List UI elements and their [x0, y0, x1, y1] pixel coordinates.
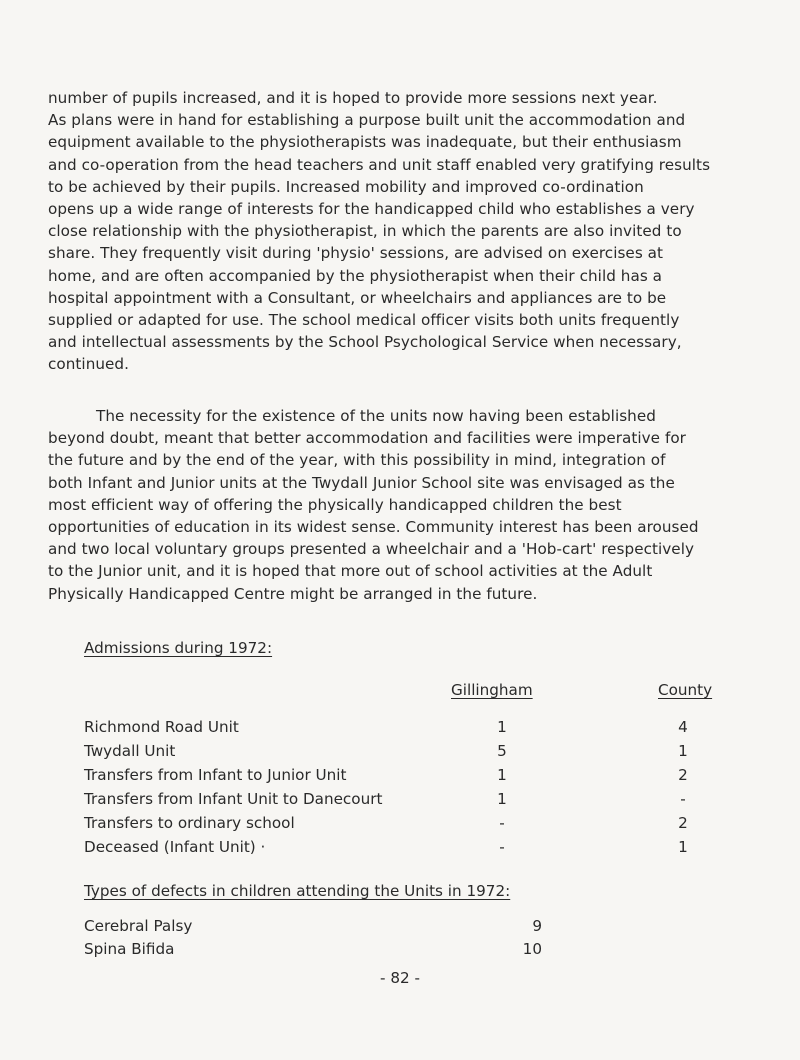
text-line: supplied or adapted for use. The school medical officer visits both units frequently: [48, 311, 680, 330]
gillingham-value: 5: [497, 742, 507, 760]
defect-count: 9: [532, 917, 542, 935]
text-line: the future and by the end of the year, with this possibility in mind, integration of: [48, 451, 666, 470]
text-line: number of pupils increased, and it is hoped to provide more sessions next year.: [48, 89, 658, 107]
row-label: Transfers to ordinary school: [84, 814, 295, 832]
gillingham-value: -: [499, 814, 505, 832]
gillingham-value: 1: [497, 766, 507, 784]
gillingham-value: -: [499, 838, 505, 856]
gillingham-value: 1: [497, 790, 507, 808]
paragraph-physiotherapy: [48, 87, 760, 376]
page-number: - 82 -: [380, 969, 420, 987]
text-line: both Infant and Junior units at the Twydall Junior School site was envisaged as the: [48, 473, 675, 492]
text-line: The necessity for the existence of the units now having been established: [96, 407, 656, 425]
county-value: 1: [678, 742, 688, 760]
text-line: Physically Handicapped Centre might be arranged in the future.: [48, 584, 538, 603]
table-row: [84, 717, 704, 741]
column-header-county: County: [658, 681, 713, 699]
table-row: [84, 939, 704, 963]
gillingham-value: 1: [497, 718, 507, 736]
text-line: equipment available to the physiotherapists was inadequate, but their enthusiasm: [48, 133, 682, 152]
text-line: home, and are often accompanied by the physiotherapist when their child has a: [48, 266, 663, 285]
paragraph-units-necessity: [48, 405, 760, 605]
defect-label: Spina Bifida: [84, 940, 175, 958]
defect-label: Cerebral Palsy: [84, 917, 193, 935]
text-line: beyond doubt, meant that better accommodation and facilities were imperative for: [48, 429, 686, 448]
county-value: 2: [678, 766, 688, 784]
table-row: [84, 765, 704, 789]
row-label: Twydall Unit: [84, 742, 176, 760]
row-label: Transfers from Infant to Junior Unit: [84, 766, 347, 784]
table-row: [84, 789, 704, 813]
county-value: 2: [678, 814, 688, 832]
county-value: -: [680, 790, 686, 808]
table-row: [84, 916, 704, 940]
county-value: 4: [678, 718, 688, 736]
text-line: to the Junior unit, and it is hoped that more out of school activities at the Adult: [48, 562, 653, 581]
defect-count: 10: [522, 940, 542, 958]
county-value: 1: [678, 838, 688, 856]
table-row: [84, 741, 704, 765]
text-line: and two local voluntary groups presented a wheelchair and a 'Hob-cart' respectively: [48, 540, 695, 559]
defects-heading: Types of defects in children attending the Units in 1972:: [84, 882, 511, 900]
text-line: close relationship with the physiotherapist, in which the parents are also invited to: [48, 222, 682, 241]
column-header-gillingham: Gillingham: [451, 681, 533, 699]
text-line: and intellectual assessments by the School Psychological Service when necessary,: [48, 333, 682, 352]
text-line: opens up a wide range of interests for the handicapped child who establishes a very: [48, 200, 695, 219]
row-label: Deceased (Infant Unit) ·: [84, 838, 266, 856]
text-line: and co-operation from the head teachers and unit staff enabled very gratifying results: [48, 155, 711, 174]
text-line: share. They frequently visit during 'physio' sessions, are advised on exercises at: [48, 244, 664, 263]
text-line: As plans were in hand for establishing a purpose built unit the accommodation and: [48, 111, 686, 130]
text-line: continued.: [48, 355, 130, 374]
text-line: hospital appointment with a Consultant, or wheelchairs and appliances are to be: [48, 288, 667, 307]
row-label: Transfers from Infant Unit to Danecourt: [84, 790, 383, 808]
text-line: to be achieved by their pupils. Increased mobility and improved co-ordination: [48, 177, 644, 196]
admissions-heading: Admissions during 1972:: [84, 639, 273, 657]
text-line: opportunities of education in its widest sense. Community interest has been aroused: [48, 518, 699, 537]
text-line: most efficient way of offering the physically handicapped children the best: [48, 495, 622, 514]
table-row: [84, 813, 704, 837]
table-row: [84, 837, 704, 861]
row-label: Richmond Road Unit: [84, 718, 239, 736]
